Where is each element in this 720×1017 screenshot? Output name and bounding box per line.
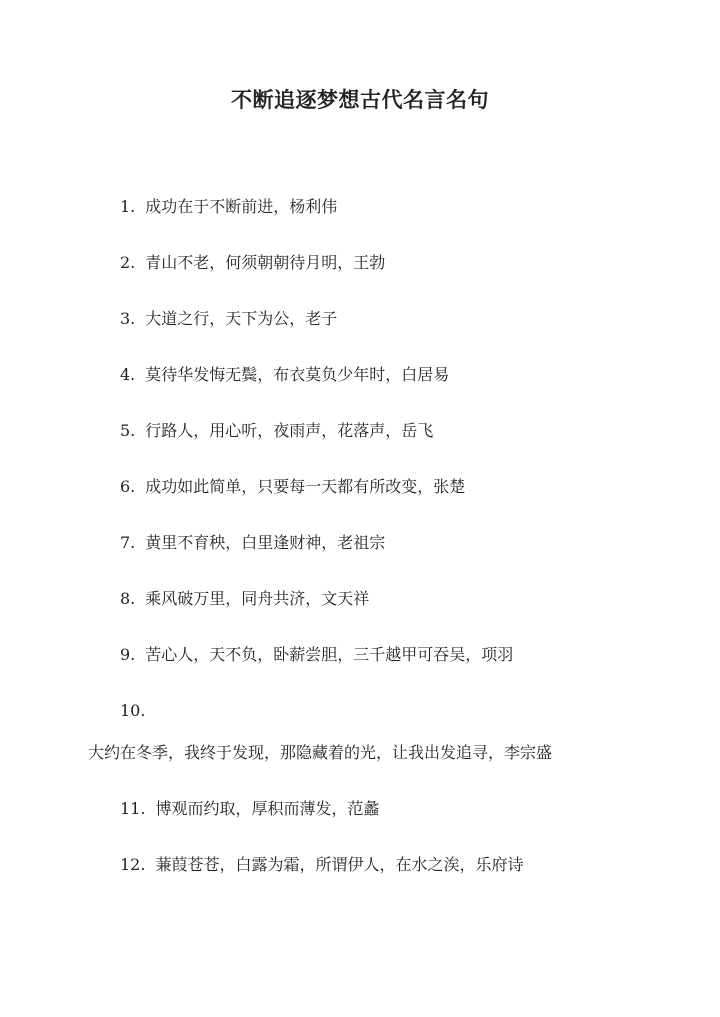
item-text: 行路人，用心听，夜雨声，花落声，岳飞 xyxy=(145,421,434,440)
item-number: 1. xyxy=(120,197,136,216)
item-number: 9. xyxy=(120,645,136,664)
list-item-wrapped-text xyxy=(88,742,552,764)
list-item xyxy=(120,476,465,498)
list-item xyxy=(120,364,449,386)
item-text: 莫待华发悔无鬓，布衣莫负少年时，白居易 xyxy=(145,365,450,384)
list-item xyxy=(120,644,513,666)
item-text: 黄里不育秧，白里逢财神，老祖宗 xyxy=(145,533,386,552)
item-number: 12. xyxy=(120,855,146,874)
list-item xyxy=(120,308,337,330)
item-text: 青山不老，何须朝朝待月明，王勃 xyxy=(145,253,386,272)
item-text: 蒹葭苍苍，白露为霜，所谓伊人，在水之涘，乐府诗 xyxy=(155,855,524,874)
item-text: 大道之行，天下为公，老子 xyxy=(145,309,338,328)
item-text: 博观而约取，厚积而薄发，范蠡 xyxy=(155,799,380,818)
item-number: 4. xyxy=(120,365,136,384)
item-number: 7. xyxy=(120,533,136,552)
item-number: 5. xyxy=(120,421,136,440)
item-number: 3. xyxy=(120,309,136,328)
page-title: 不断追逐梦想古代名言名句 xyxy=(231,87,489,112)
list-item xyxy=(120,532,385,554)
list-item xyxy=(120,196,337,218)
list-item xyxy=(120,420,433,442)
list-item xyxy=(120,798,379,820)
list-item xyxy=(120,588,369,610)
item-number: 2. xyxy=(120,253,136,272)
list-item-number-only xyxy=(120,700,145,722)
item-number: 11. xyxy=(120,799,146,818)
item-text: 大约在冬季，我终于发现，那隐藏着的光，让我出发追寻，李宗盛 xyxy=(88,743,553,762)
list-item xyxy=(120,854,523,876)
item-text: 乘风破万里，同舟共济，文天祥 xyxy=(145,589,370,608)
list-item xyxy=(120,252,385,274)
item-text: 成功在于不断前进，杨利伟 xyxy=(145,197,338,216)
item-number: 8. xyxy=(120,589,136,608)
item-number: 6. xyxy=(120,477,136,496)
item-text: 成功如此简单，只要每一天都有所改变，张楚 xyxy=(145,477,466,496)
item-number: 10. xyxy=(120,701,146,720)
item-text: 苦心人，天不负，卧薪尝胆，三千越甲可吞吴，项羽 xyxy=(145,645,514,664)
